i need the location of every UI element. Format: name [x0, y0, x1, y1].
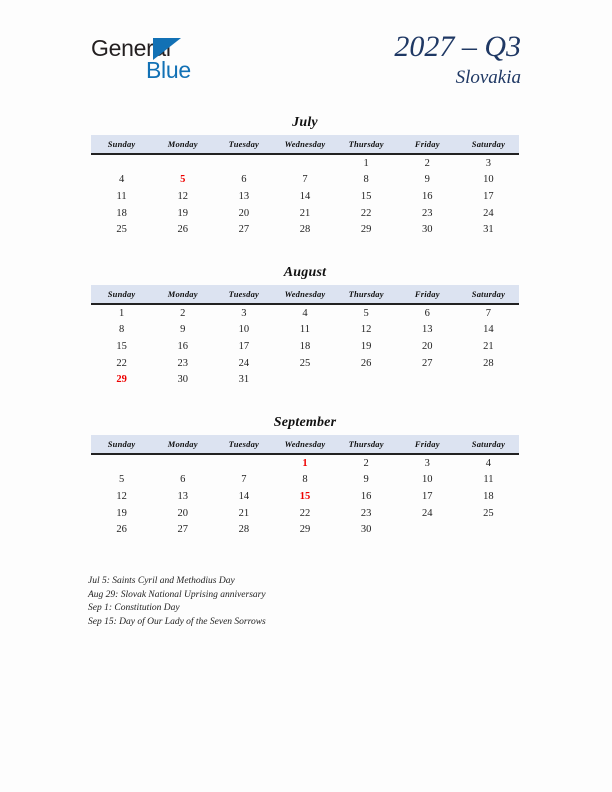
calendar-body	[91, 154, 519, 238]
weekday-header-friday: Friday	[397, 285, 458, 304]
calendar-day[interactable]: 11	[299, 324, 311, 336]
month-block-september	[91, 413, 519, 538]
calendar-day[interactable]: 21	[299, 207, 311, 219]
calendar-day[interactable]: 26	[177, 224, 188, 236]
calendar-day[interactable]: 23	[177, 357, 188, 369]
calendar-day[interactable]: 23	[360, 507, 372, 519]
holiday-note: Sep 15: Day of Our Lady of the Seven Sorrows	[88, 616, 266, 627]
page-subtitle-country: Slovakia	[455, 67, 521, 88]
calendar-day[interactable]: 14	[483, 324, 494, 336]
weekday-header-monday: Monday	[152, 435, 213, 454]
holiday-notes-list	[88, 575, 508, 629]
calendar-day[interactable]: 30	[360, 524, 372, 536]
calendar-day-empty	[274, 371, 335, 388]
calendar-day[interactable]: 3	[424, 457, 430, 469]
calendar-day[interactable]: 29	[360, 224, 372, 236]
calendar-day[interactable]: 17	[483, 190, 494, 202]
calendar-header-row	[91, 435, 519, 454]
weekday-header-monday: Monday	[152, 285, 213, 304]
calendar-day[interactable]: 3	[241, 307, 247, 319]
weekday-header-friday: Friday	[397, 135, 458, 154]
calendar-day[interactable]: 4	[485, 457, 492, 469]
calendar-day[interactable]: 29	[299, 524, 311, 536]
calendar-day[interactable]: 22	[299, 507, 311, 519]
calendar-day[interactable]: 9	[424, 174, 430, 186]
calendar-day[interactable]: 7	[241, 474, 247, 486]
calendar-day[interactable]: 8	[363, 174, 369, 186]
calendar-day[interactable]: 2	[424, 157, 430, 169]
calendar-day[interactable]: 19	[116, 507, 127, 519]
calendar-day-empty	[152, 454, 213, 472]
calendar-header-row	[91, 135, 519, 154]
calendar-day[interactable]: 12	[360, 324, 372, 336]
calendar-day-holiday[interactable]: 29	[116, 374, 127, 386]
calendar-day[interactable]: 13	[422, 324, 433, 336]
weekday-header-friday: Friday	[397, 435, 458, 454]
calendar-week-row	[91, 505, 519, 522]
weekday-header-saturday: Saturday	[458, 285, 519, 304]
page-title: 2027 – Q3	[394, 30, 521, 63]
calendar-day-empty	[458, 371, 519, 388]
calendar-day[interactable]: 16	[177, 340, 188, 352]
calendar-day-empty	[274, 154, 335, 172]
calendar-day[interactable]: 24	[238, 357, 250, 369]
calendar-day[interactable]: 7	[485, 307, 492, 319]
calendar-day[interactable]: 12	[177, 190, 188, 202]
calendar-week-row	[91, 221, 519, 238]
weekday-header-sunday: Sunday	[91, 285, 152, 304]
calendar-day-empty	[458, 521, 519, 538]
calendar-day[interactable]: 27	[422, 357, 433, 369]
calendar-day[interactable]: 28	[238, 524, 250, 536]
calendar-day-empty	[213, 454, 274, 472]
calendar-day[interactable]: 6	[241, 174, 247, 186]
weekday-header-wednesday: Wednesday	[274, 135, 335, 154]
month-title: September	[273, 415, 337, 430]
calendar-day[interactable]: 6	[424, 307, 430, 319]
month-title: August	[283, 265, 327, 280]
calendar-day[interactable]: 21	[483, 340, 494, 352]
calendar-day[interactable]: 23	[422, 207, 433, 219]
month-title: July	[292, 115, 318, 130]
weekday-header-thursday: Thursday	[336, 285, 397, 304]
calendar-day[interactable]: 16	[360, 490, 372, 502]
logo-text-blue: Blue	[146, 57, 191, 83]
calendar-week-row	[91, 154, 519, 172]
calendar-day[interactable]: 22	[116, 357, 127, 369]
calendar-day-empty	[213, 154, 274, 172]
calendar-day[interactable]: 11	[483, 474, 494, 486]
calendar-day-empty	[397, 371, 458, 388]
calendar-week-row	[91, 188, 519, 205]
calendar-day-holiday[interactable]: 15	[299, 490, 311, 502]
calendar-day-empty	[397, 521, 458, 538]
calendar-day[interactable]: 31	[238, 374, 250, 386]
calendar-day[interactable]: 4	[302, 307, 308, 319]
calendar-table-july	[91, 135, 519, 238]
calendar-week-row	[91, 454, 519, 472]
weekday-header-tuesday: Tuesday	[213, 135, 274, 154]
holiday-note: Sep 1: Constitution Day	[88, 603, 180, 614]
calendar-day[interactable]: 13	[238, 190, 250, 202]
calendar-day[interactable]: 31	[483, 224, 494, 236]
weekday-header-sunday: Sunday	[91, 435, 152, 454]
calendar-day[interactable]: 4	[118, 174, 125, 186]
weekday-header-sunday: Sunday	[91, 135, 152, 154]
logo-text-general: General	[91, 35, 171, 61]
calendar-day[interactable]: 20	[422, 340, 433, 352]
calendar-day[interactable]: 18	[483, 490, 494, 502]
calendar-day[interactable]: 17	[422, 490, 433, 502]
calendar-day[interactable]: 26	[360, 357, 372, 369]
calendar-day[interactable]: 28	[299, 224, 311, 236]
calendar-week-row	[91, 371, 519, 388]
calendar-day[interactable]: 24	[483, 207, 494, 219]
calendar-day[interactable]: 1	[118, 307, 125, 319]
calendar-day[interactable]: 28	[483, 357, 494, 369]
calendar-day[interactable]: 5	[118, 474, 125, 486]
calendar-header-row	[91, 285, 519, 304]
calendar-day[interactable]: 21	[238, 507, 250, 519]
calendar-body	[91, 304, 519, 388]
calendar-day-empty	[91, 154, 152, 172]
weekday-header-thursday: Thursday	[336, 435, 397, 454]
calendar-day[interactable]: 10	[483, 174, 494, 186]
calendar-table-august	[91, 285, 519, 388]
general-blue-logo[interactable]	[91, 36, 281, 96]
calendar-week-row	[91, 338, 519, 355]
calendar-day[interactable]: 27	[238, 224, 250, 236]
weekday-header-tuesday: Tuesday	[213, 285, 274, 304]
page-header	[0, 30, 612, 102]
calendar-day[interactable]: 18	[116, 207, 127, 219]
calendar-day[interactable]: 14	[238, 490, 250, 502]
weekday-header-tuesday: Tuesday	[213, 435, 274, 454]
calendar-day[interactable]: 26	[116, 524, 127, 536]
calendar-day[interactable]: 2	[363, 457, 369, 469]
month-block-july	[91, 113, 519, 238]
calendar-day-holiday[interactable]: 5	[180, 174, 186, 186]
weekday-header-row	[91, 435, 519, 454]
calendar-week-row	[91, 304, 519, 322]
calendar-day[interactable]: 15	[116, 340, 127, 352]
calendar-week-row	[91, 172, 519, 189]
weekday-header-wednesday: Wednesday	[274, 285, 335, 304]
month-block-august	[91, 263, 519, 388]
calendar-day[interactable]: 2	[180, 307, 186, 319]
weekday-header-thursday: Thursday	[336, 135, 397, 154]
weekday-header-monday: Monday	[152, 135, 213, 154]
calendar-day[interactable]: 9	[363, 474, 369, 486]
calendar-table-september	[91, 435, 519, 538]
calendar-day[interactable]: 30	[422, 224, 433, 236]
calendar-week-row	[91, 488, 519, 505]
calendar-day-empty	[336, 371, 397, 388]
weekday-header-row	[91, 135, 519, 154]
calendar-week-row	[91, 521, 519, 538]
calendar-day[interactable]: 12	[116, 490, 127, 502]
weekday-header-wednesday: Wednesday	[274, 435, 335, 454]
calendar-day[interactable]: 13	[177, 490, 188, 502]
calendar-day[interactable]: 10	[422, 474, 433, 486]
calendar-day[interactable]: 1	[363, 157, 369, 169]
calendar-day[interactable]: 11	[116, 190, 127, 202]
calendar-day[interactable]: 30	[177, 374, 188, 386]
calendar-day[interactable]: 20	[238, 207, 250, 219]
weekday-header-saturday: Saturday	[458, 435, 519, 454]
calendar-day[interactable]: 25	[116, 224, 127, 236]
calendar-day[interactable]: 8	[118, 324, 125, 336]
calendar-day[interactable]: 6	[180, 474, 186, 486]
holiday-note: Jul 5: Saints Cyril and Methodius Day	[88, 576, 235, 586]
weekday-header-saturday: Saturday	[458, 135, 519, 154]
calendar-day[interactable]: 7	[302, 174, 308, 186]
calendar-day[interactable]: 9	[180, 324, 186, 336]
calendar-week-row	[91, 322, 519, 339]
calendar-day[interactable]: 22	[360, 207, 372, 219]
calendar-week-row	[91, 205, 519, 222]
calendar-day[interactable]: 15	[360, 190, 372, 202]
calendar-day[interactable]: 18	[299, 340, 311, 352]
calendar-day-empty	[152, 154, 213, 172]
calendar-day[interactable]: 20	[177, 507, 188, 519]
calendar-day[interactable]: 19	[360, 340, 372, 352]
calendar-day[interactable]: 14	[299, 190, 311, 202]
calendar-day-holiday[interactable]: 1	[302, 457, 308, 469]
calendar-day[interactable]: 17	[238, 340, 250, 352]
calendar-day[interactable]: 8	[302, 474, 308, 486]
calendar-day[interactable]: 3	[485, 157, 492, 169]
calendar-day[interactable]: 24	[422, 507, 433, 519]
calendar-day[interactable]: 19	[177, 207, 188, 219]
weekday-header-row	[91, 285, 519, 304]
calendar-day[interactable]: 10	[238, 324, 250, 336]
title-block	[394, 30, 521, 90]
holiday-note: Aug 29: Slovak National Uprising anniversary	[88, 589, 266, 600]
calendar-week-row	[91, 472, 519, 489]
calendar-day[interactable]: 5	[363, 307, 369, 319]
calendar-day[interactable]: 16	[422, 190, 433, 202]
calendar-day-empty	[91, 454, 152, 472]
calendar-week-row	[91, 355, 519, 372]
calendar-day[interactable]: 25	[483, 507, 494, 519]
calendar-day[interactable]: 25	[299, 357, 311, 369]
calendar-body	[91, 454, 519, 538]
calendar-day[interactable]: 27	[177, 524, 188, 536]
